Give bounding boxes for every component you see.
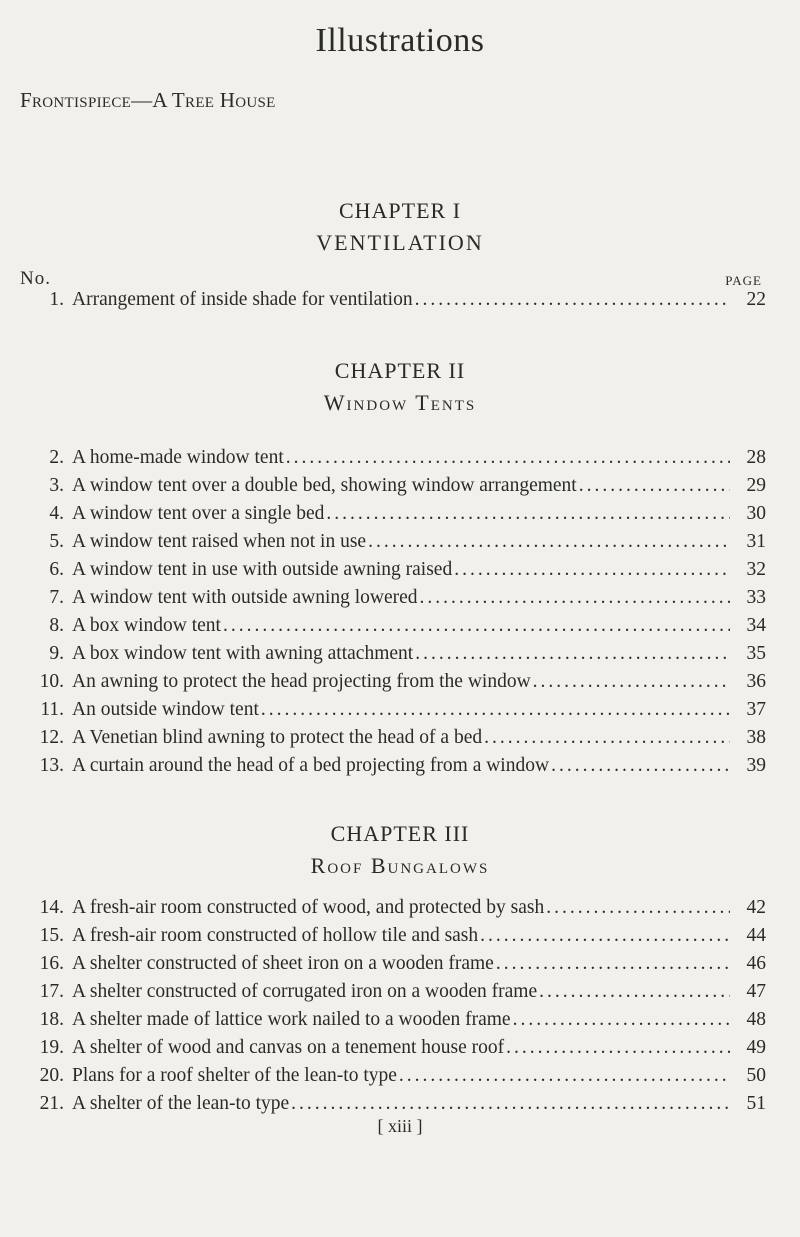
leader-dots — [544, 895, 730, 921]
entry-text: A window tent over a single bed — [72, 503, 325, 524]
chapter-number: CHAPTER III — [330, 821, 470, 846]
entry-number: 6. — [49, 559, 64, 580]
toc-entry — [20, 1007, 766, 1033]
column-header-page: PAGE — [725, 273, 762, 288]
chapter-heading — [0, 358, 800, 416]
toc-entry — [20, 557, 766, 583]
leader-dots — [577, 473, 730, 499]
entry-page: 34 — [746, 615, 766, 636]
entry-page: 44 — [746, 925, 766, 946]
entry-text: A home-made window tent — [72, 447, 284, 468]
entry-number: 7. — [49, 587, 64, 608]
entry-page: 48 — [746, 1009, 766, 1030]
entry-page: 49 — [746, 1037, 766, 1058]
toc-entry — [20, 287, 766, 313]
chapter-title: VENTILATION — [316, 230, 484, 255]
entry-text: A shelter of wood and canvas on a tenement house roof — [72, 1037, 505, 1058]
toc-entry — [20, 951, 766, 977]
chapter-heading — [0, 198, 800, 256]
leader-dots — [413, 641, 730, 667]
toc-entry — [20, 1091, 766, 1117]
entry-number: 17. — [39, 981, 64, 1002]
entry-text: A box window tent with awning attachment — [72, 643, 414, 664]
entry-number: 5. — [49, 531, 64, 552]
entry-page: 22 — [746, 289, 766, 310]
entry-number: 13. — [39, 755, 64, 776]
entry-text: Arrangement of inside shade for ventilation — [72, 289, 413, 310]
leader-dots — [537, 979, 730, 1005]
entry-page: 32 — [746, 559, 766, 580]
entry-number: 9. — [49, 643, 64, 664]
frontispiece-line: Frontispiece—A Tree House — [20, 88, 276, 112]
entry-number: 4. — [49, 503, 64, 524]
leader-dots — [284, 445, 730, 471]
entry-page: 33 — [746, 587, 766, 608]
entry-text: A Venetian blind awning to protect the head of a bed — [72, 727, 483, 748]
entry-page: 30 — [746, 503, 766, 524]
entry-number: 19. — [39, 1037, 64, 1058]
entry-page: 31 — [746, 531, 766, 552]
entry-text: A fresh-air room constructed of hollow tile and sash — [72, 925, 479, 946]
entry-page: 28 — [746, 447, 766, 468]
entry-text: A shelter of the lean-to type — [72, 1093, 290, 1114]
entry-text: A box window tent — [72, 615, 221, 636]
leader-dots — [221, 613, 730, 639]
entry-text: A shelter made of lattice work nailed to a wooden frame — [72, 1009, 511, 1030]
entry-number: 21. — [39, 1093, 64, 1114]
leader-dots — [418, 585, 730, 611]
entry-number: 3. — [49, 475, 64, 496]
entry-page: 29 — [746, 475, 766, 496]
entry-text: A window tent raised when not in use — [72, 531, 367, 552]
toc-entry — [20, 725, 766, 751]
entry-number: 2. — [49, 447, 64, 468]
entry-number: 1. — [49, 289, 64, 310]
toc-entry — [20, 895, 766, 921]
leader-dots — [494, 951, 730, 977]
toc-entry — [20, 473, 766, 499]
entry-page: 38 — [746, 727, 766, 748]
page-folio: [ xiii ] — [377, 1116, 423, 1136]
entry-page: 46 — [746, 953, 766, 974]
toc-entry — [20, 1063, 766, 1089]
entry-text: An outside window tent — [72, 699, 259, 720]
entry-page: 37 — [746, 699, 766, 720]
entry-number: 14. — [39, 897, 64, 918]
entry-page: 35 — [746, 643, 766, 664]
toc-entry — [20, 697, 766, 723]
chapter-title: Roof Bungalows — [310, 853, 490, 878]
entry-text: A window tent in use with outside awning raised — [72, 559, 453, 580]
leader-dots — [478, 923, 730, 949]
entry-page: 36 — [746, 671, 766, 692]
leader-dots — [452, 557, 730, 583]
entry-text: A fresh-air room constructed of wood, and protected by sash — [72, 897, 545, 918]
entry-page: 39 — [746, 755, 766, 776]
toc-entry — [20, 501, 766, 527]
toc-entry — [20, 979, 766, 1005]
column-header-no: No. — [20, 268, 51, 289]
toc-entry — [20, 1035, 766, 1061]
leader-dots — [397, 1063, 730, 1089]
leader-dots — [531, 669, 730, 695]
toc-entry — [20, 669, 766, 695]
leader-dots — [259, 697, 730, 723]
entry-text: An awning to protect the head projecting from the window — [72, 671, 531, 692]
entry-text: A curtain around the head of a bed projecting from a window — [72, 755, 550, 776]
entry-page: 50 — [746, 1065, 766, 1086]
entry-number: 16. — [39, 953, 64, 974]
toc-entry — [20, 641, 766, 667]
toc-entry — [20, 923, 766, 949]
leader-dots — [504, 1035, 730, 1061]
leader-dots — [511, 1007, 730, 1033]
entry-text: A shelter constructed of corrugated iron on a wooden frame — [72, 981, 538, 1002]
toc-entry — [20, 445, 766, 471]
toc-entry — [20, 753, 766, 779]
entry-page: 47 — [746, 981, 766, 1002]
entry-text: Plans for a roof shelter of the lean-to type — [72, 1065, 397, 1086]
entry-text: A window tent over a double bed, showing window arrangement — [72, 475, 577, 496]
entry-number: 10. — [39, 671, 64, 692]
toc-entry — [20, 585, 766, 611]
leader-dots — [289, 1091, 730, 1117]
entry-number: 11. — [40, 699, 64, 720]
chapter-number: CHAPTER I — [338, 198, 462, 223]
entry-number: 12. — [39, 727, 64, 748]
chapter-number: CHAPTER II — [334, 358, 466, 383]
entry-number: 15. — [39, 925, 64, 946]
leader-dots — [366, 529, 730, 555]
entry-number: 20. — [39, 1065, 64, 1086]
entry-number: 18. — [39, 1009, 64, 1030]
leader-dots — [413, 287, 730, 313]
page-title: Illustrations — [315, 22, 485, 59]
entry-page: 42 — [746, 897, 766, 918]
toc-entry — [20, 613, 766, 639]
entry-text: A shelter constructed of sheet iron on a wooden frame — [72, 953, 494, 974]
toc-entry — [20, 529, 766, 555]
leader-dots — [324, 501, 730, 527]
chapter-heading — [0, 821, 800, 879]
entry-page: 51 — [746, 1093, 766, 1114]
chapter-title: Window Tents — [323, 390, 477, 415]
leader-dots — [482, 725, 730, 751]
entry-text: A window tent with outside awning lowered — [72, 587, 418, 608]
leader-dots — [549, 753, 730, 779]
entry-number: 8. — [49, 615, 64, 636]
